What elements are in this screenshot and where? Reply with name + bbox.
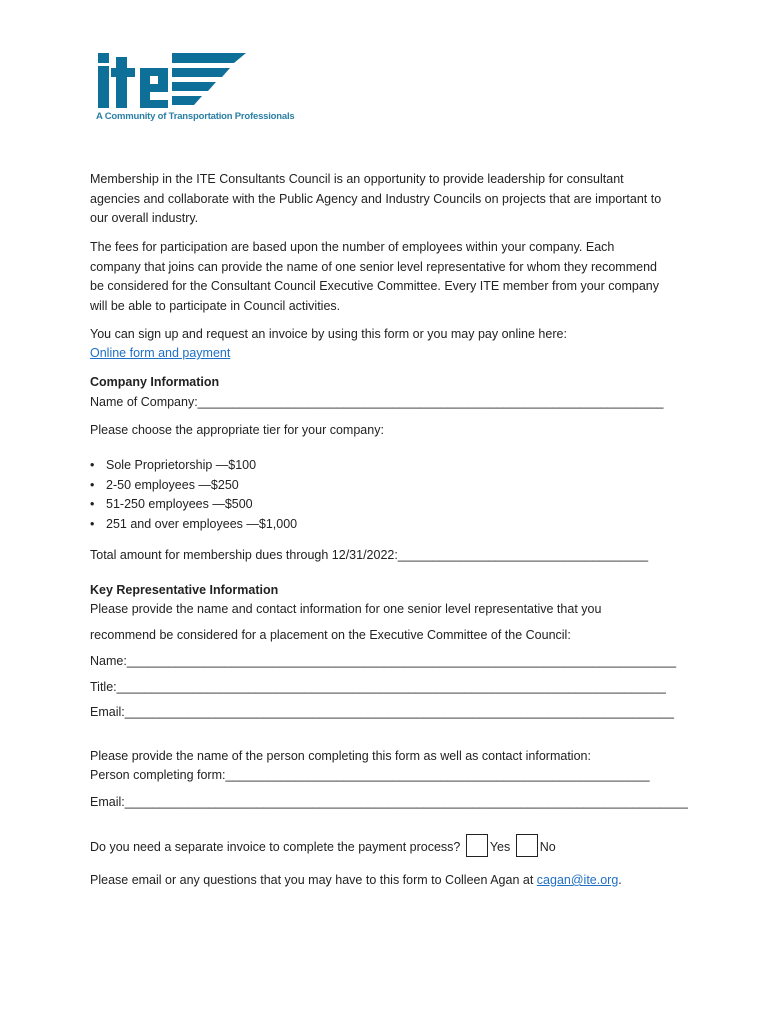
fees-paragraph-line: The fees for participation are based upon the number of employees within your company. Each (90, 240, 615, 254)
key-rep-instructions: recommend be considered for a placement on the Executive Committee of the Council: (90, 628, 571, 642)
contact-footer (90, 871, 622, 891)
tier-item: • 2-50 employees —$250 (90, 477, 239, 492)
invoice-question: Do you need a separate invoice to complete the payment process? (90, 839, 461, 854)
completer-email-field[interactable]: Email:_________________________________________________________________________________ (90, 795, 688, 809)
ite-logo (96, 50, 296, 126)
key-rep-heading: Key Representative Information (90, 583, 279, 597)
contact-text: Please email or any questions that you may have to this form to Colleen Agan at (90, 873, 534, 887)
no-label: No (539, 839, 556, 854)
rep-email-field[interactable]: Email:_______________________________________________________________________________ (90, 705, 674, 719)
tier-prompt: Please choose the appropriate tier for your company: (90, 423, 384, 437)
yes-checkbox[interactable] (466, 834, 488, 857)
company-info-heading: Company Information (90, 375, 220, 389)
rep-title-field[interactable]: Title:_______________________________________________________________________________ (90, 680, 666, 694)
online-form-link[interactable]: Online form and payment (90, 346, 231, 360)
tier-list (90, 456, 297, 534)
key-rep-instructions: Please provide the name and contact information for one senior level representative that you (90, 602, 602, 616)
contact-email-link[interactable]: cagan@ite.org (536, 873, 619, 887)
ite-logo-mark (96, 50, 296, 110)
logo-tagline: A Community of Transportation Professionals (96, 111, 295, 122)
tier-item: • 251 and over employees —$1,000 (90, 516, 298, 531)
no-checkbox[interactable] (516, 834, 538, 857)
invoice-question-row (90, 836, 556, 859)
signup-text: You can sign up and request an invoice by using this form or you may pay online here: (90, 327, 567, 341)
fees-paragraph-line: will be able to participate in Council activities. (90, 298, 341, 313)
person-completing-field[interactable]: Person completing form:_____________________________________________________________ (90, 768, 650, 782)
intro-paragraph-line: Membership in the ITE Consultants Council is an opportunity to provide leadership for consultant (90, 172, 624, 186)
fees-paragraph-line: company that joins can provide the name of one senior level representative for whom they recommend (90, 259, 657, 274)
intro-paragraph-line: agencies and collaborate with the Public Agency and Industry Councils on projects that are important to (90, 191, 662, 206)
completer-prompt: Please provide the name of the person completing this form as well as contact information: (90, 749, 591, 763)
total-amount-field[interactable]: Total amount for membership dues through 12/31/2022:____________________________________ (90, 548, 649, 562)
yes-label: Yes (489, 839, 511, 854)
rep-name-field[interactable]: Name:_______________________________________________________________________________ (90, 654, 677, 668)
tier-item: • 51-250 employees —$500 (90, 497, 253, 511)
tier-item: • Sole Proprietorship —$100 (90, 458, 257, 472)
footer-period: . (618, 873, 622, 887)
fees-paragraph-line: be considered for the Consultant Council Executive Committee. Every ITE member from your company (90, 279, 659, 293)
company-name-field[interactable]: Name of Company:___________________________________________________________________ (90, 394, 664, 409)
intro-paragraph-line: our overall industry. (90, 211, 199, 225)
